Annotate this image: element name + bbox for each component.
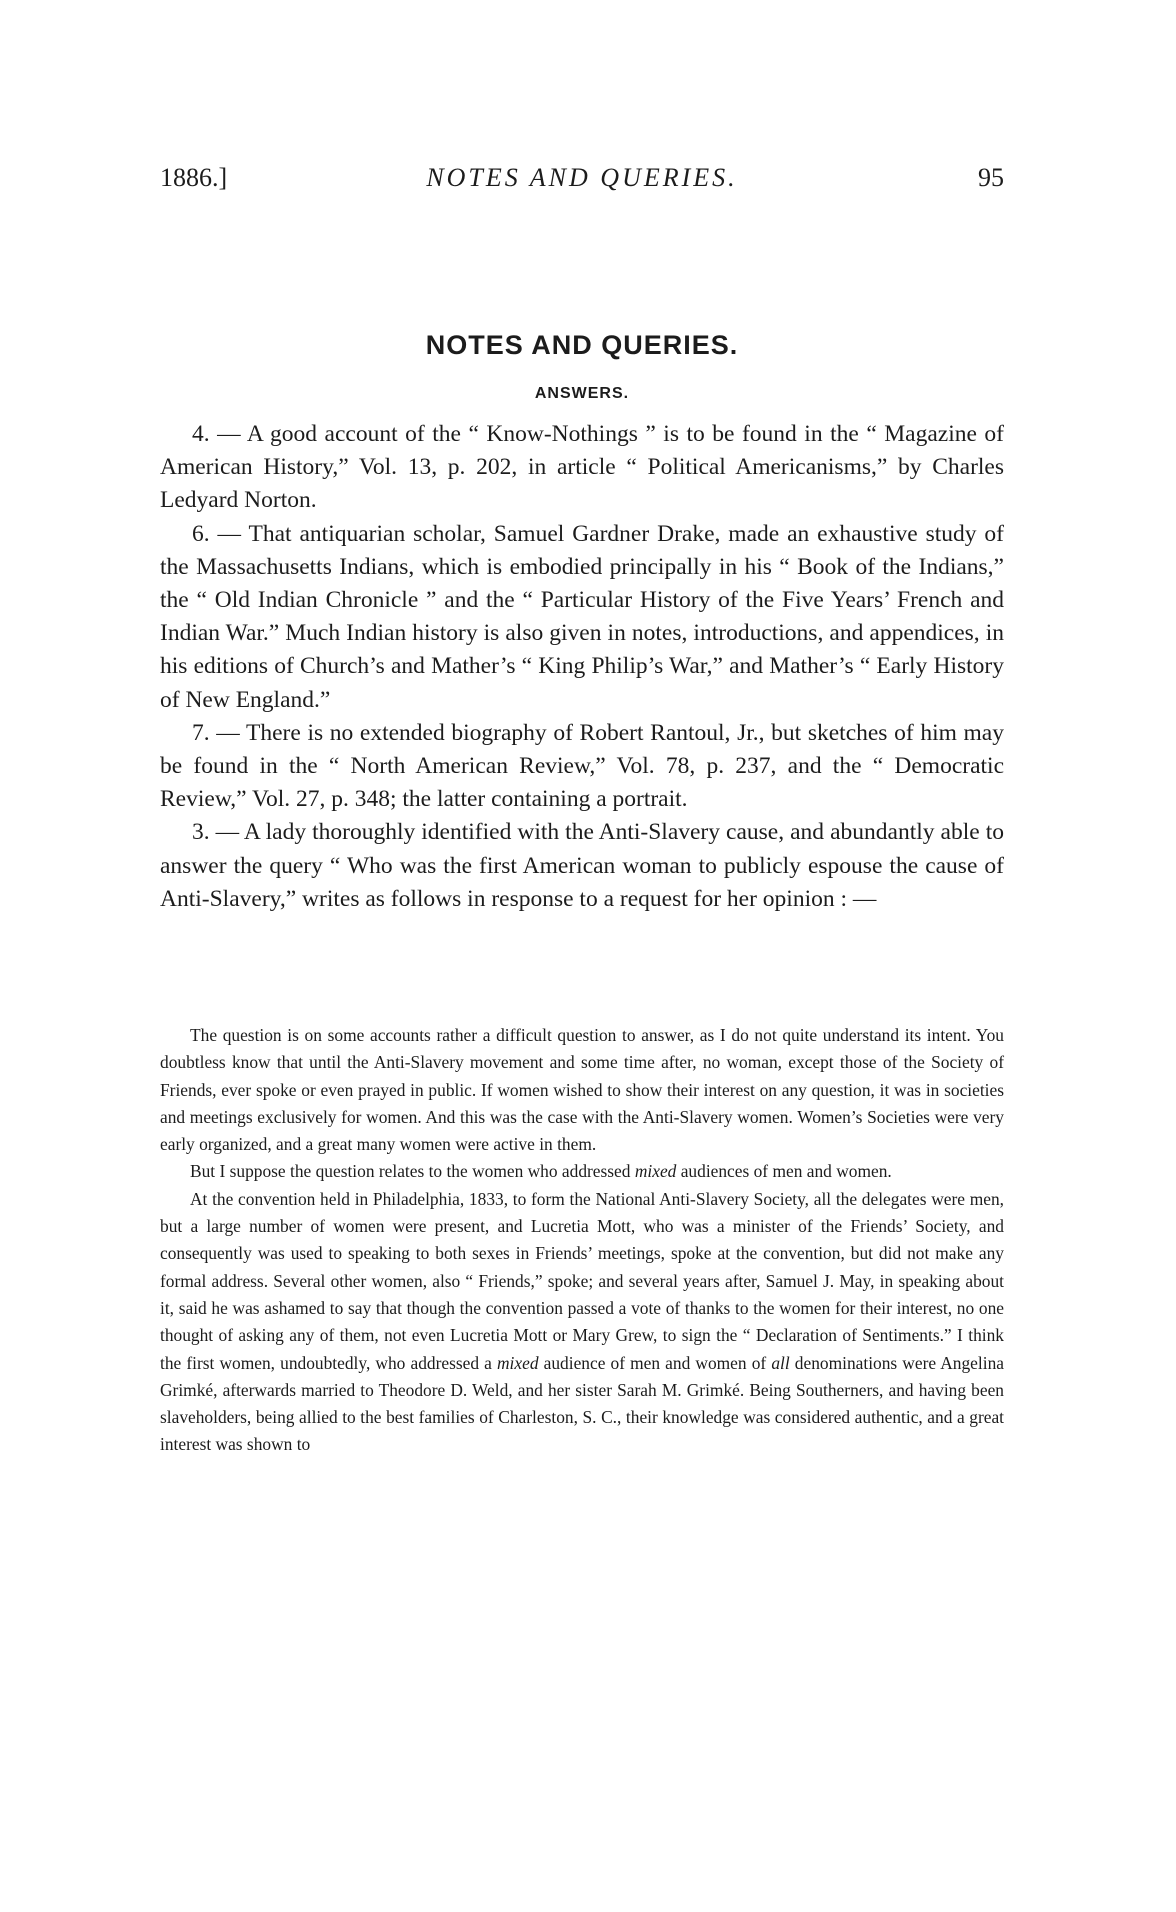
answer-7: 7. — There is no extended biography of Robert Rantoul, Jr., but sketches of him may be found in the “ North American Review,” Vol. 78, p. 237, and the “ Democratic Review,” Vol. 27, p. 348; the latter containing a portrait. [160, 719, 1004, 813]
italic-emphasis: all [771, 1352, 790, 1373]
answer-3: 3. — A lady thoroughly identified with the Anti-Slavery cause, and abundantly able to answer the query “ Who was the first American woman to publicly espouse the cause of Anti-Slavery,” writes as follows in response to a request for her opinion : — [160, 819, 1004, 912]
letter-text: But I suppose the question relates to the women who addressed [190, 1161, 635, 1182]
letter-text: denominations were Angelina Grimké, afterwards married to Theodore D. Weld, and her sister Sarah M. Grimké. Being Southerners, and having been slaveholders, being allied to the best families of Charleston, S. C., their knowledge was considered authentic, and a great interest was shown to [160, 1352, 1004, 1455]
answers-list [160, 418, 1004, 916]
letter-text: audiences of men and women. [676, 1161, 892, 1182]
letter-text: audience of men and women of [538, 1352, 772, 1373]
quoted-letter [160, 1022, 1004, 1459]
letter-paragraph-2 [160, 1158, 1004, 1185]
page-number: 95 [978, 163, 1004, 192]
italic-emphasis: mixed [496, 1352, 539, 1373]
book-page [160, 0, 1004, 1912]
answer-4: 4. — A good account of the “ Know-Nothings ” is to be found in the “ Magazine of American History,” Vol. 13, p. 202, in article “ Political Americanisms,” by Charles Ledyard Norton. [160, 421, 1004, 514]
letter-text: At the convention held in Philadelphia, 1833, to form the National Anti-Slavery Society, all the delegates were men, but a large number of women were present, and Lucretia Mott, who was a minister of the Friends’ Society, and consequently was used to speaking to both sexes in Friends’ meetings, spoke at the convention, but did not make any formal address. Several other women, also “ Friends,” spoke; and several years after, Samuel J. May, in speaking about it, said he was ashamed to say that though the convention passed a vote of thanks to the women for their interest, no one thought of asking any of them, not even Lucretia Mott or Mary Grew, to sign the “ Declaration of Sentiments.” I think the first women, undoubtedly, who addressed a [160, 1188, 1004, 1373]
running-head [160, 160, 1004, 196]
section-title: NOTES AND QUERIES. [425, 330, 739, 360]
subsection-title: ANSWERS. [534, 385, 630, 402]
running-head-year: 1886.] [160, 163, 228, 192]
running-head-title: NOTES AND QUERIES. [426, 163, 738, 192]
letter-paragraph-1: The question is on some accounts rather a difficult question to answer, as I do not quite understand its intent. You doubtless know that until the Anti-Slavery movement and some time after, no woman, except those of the Society of Friends, ever spoke or even prayed in public. If women wished to show their interest on any question, it was in societies and meetings exclusively for women. And this was the case with the Anti-Slavery women. Women’s Societies were very early organized, and a great many women were active in them. [160, 1025, 1004, 1155]
italic-emphasis: mixed [634, 1161, 677, 1182]
letter-paragraph-3 [160, 1186, 1004, 1459]
answer-6: 6. — That antiquarian scholar, Samuel Gardner Drake, made an exhaustive study of the Massachusetts Indians, which is embodied principally in his “ Book of the Indians,” the “ Old Indian Chronicle ” and the “ Particular History of the Five Years’ French and Indian War.” Much Indian history is also given in notes, introductions, and appendices, in his editions of Church’s and Mather’s “ King Philip’s War,” and Mather’s “ Early History of New England.” [160, 520, 1004, 713]
